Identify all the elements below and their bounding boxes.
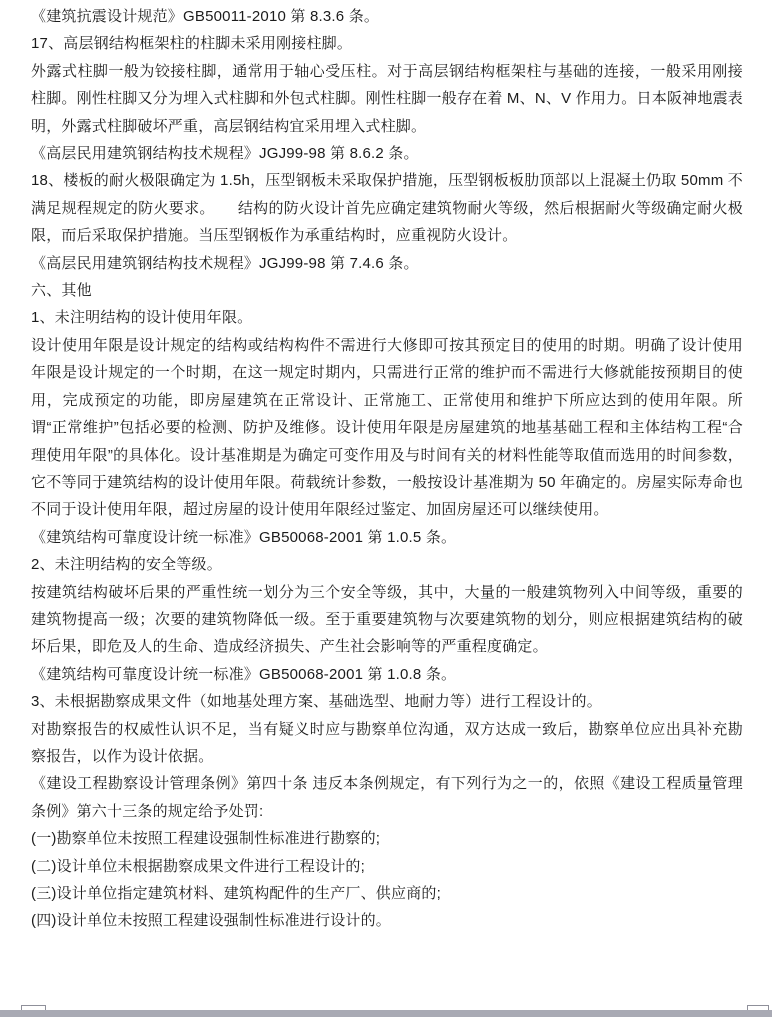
numbered-item: 2、未注明结构的安全等级。	[31, 556, 222, 574]
section-heading: 六、其他	[31, 282, 92, 300]
citation-line: 《建筑抗震设计规范》GB50011-2010 第 8.3.6 条。	[31, 8, 380, 25]
numbered-item: 17、高层钢结构框架柱的柱脚未采用刚接柱脚。	[31, 35, 353, 53]
citation-line: 《建筑结构可靠度设计统一标准》GB50068-2001 第 1.0.5 条。	[31, 528, 457, 546]
body-paragraph: 设计使用年限是设计规定的结构或结构构件不需进行大修即可按其预定目的使用的时期。明确了设计使用年限是设计规定的一个时期，在这一规定时期内，只需进行正常的维护而不需进行大修就能按预期目的使用，完成预定的功能，即房屋建筑在正常设计、正常施工、正常使用和维护下所应达到的使用年限。所谓“正常维护”包括必要的检测、防护及维修。设计使用年限是房屋建筑的地基基础工程和主体结构工程“合理使用年限”的具体化。设计基准期是为确定可变作用及与时间有关的材料性能等取值而选用的时间参数，它不等同于建筑结构的设计使用年限。荷载统计参数，一般按设计基准期为 50 年确定的。房屋实际寿命也不同于设计使用年限，超过房屋的设计使用年限经过鉴定、加固房屋还可以继续使用。	[31, 336, 743, 519]
body-paragraph: 按建筑结构破坏后果的严重性统一划分为三个安全等级，其中，大量的一般建筑物列入中间等级，重要的建筑物提高一级；次要的建筑物降低一级。至于重要建筑物与次要建筑物的划分，则应根据建筑结构的破坏后果，即危及人的生命、造成经济损失、产生社会影响等的严重程度确定。	[31, 583, 743, 656]
body-paragraph: 对勘察报告的权威性认识不足，当有疑义时应与勘察单位沟通，双方达成一致后，勘察单位应出具补充勘察报告，以作为设计依据。	[31, 720, 743, 765]
list-item: (四)设计单位未按照工程建设强制性标准进行设计的。	[31, 912, 391, 930]
numbered-item: 3、未根据勘察成果文件（如地基处理方案、基础选型、地耐力等）进行工程设计的。	[31, 693, 602, 711]
horizontal-scrollbar-track[interactable]	[0, 1010, 772, 1017]
citation-line: 《建筑结构可靠度设计统一标准》GB50068-2001 第 1.0.8 条。	[31, 665, 457, 683]
body-paragraph: 外露式柱脚一般为铰接柱脚，通常用于轴心受压柱。对于高层钢结构框架柱与基础的连接，一般采用刚接柱脚。刚性柱脚又分为埋入式柱脚和外包式柱脚。刚性柱脚一般存在着 M、N、V 作用力。日本阪神地震表明，外露式柱脚破坏严重，高层钢结构宜采用埋入式柱脚。	[31, 62, 743, 135]
numbered-item: 18、楼板的耐火极限确定为 1.5h，压型钢板未采取保护措施，压型钢板板肋顶部以上混凝土仍取 50mm 不满足规程规定的防火要求。 结构的防火设计首先应确定建筑物耐火等级，然后根据耐火等级确定耐火极限，而后采取保护措施。当压型钢板作为承重结构时，应重视防火设计。	[31, 172, 743, 245]
citation-line: 《高层民用建筑钢结构技术规程》JGJ99-98 第 7.4.6 条。	[31, 254, 419, 272]
numbered-item: 1、未注明结构的设计使用年限。	[31, 309, 253, 327]
citation-line: 《建设工程勘察设计管理条例》第四十条 违反本条例规定，有下列行为之一的，依照《建设工程质量管理条例》第六十三条的规定给予处罚:	[31, 775, 743, 820]
list-item: (一)勘察单位未按照工程建设强制性标准进行勘察的;	[31, 830, 381, 848]
document-text-body	[31, 3, 743, 935]
list-item: (二)设计单位未根据勘察成果文件进行工程设计的;	[31, 857, 365, 875]
citation-line: 《高层民用建筑钢结构技术规程》JGJ99-98 第 8.6.2 条。	[31, 145, 419, 163]
list-item: (三)设计单位指定建筑材料、建筑构配件的生产厂、供应商的;	[31, 885, 441, 902]
